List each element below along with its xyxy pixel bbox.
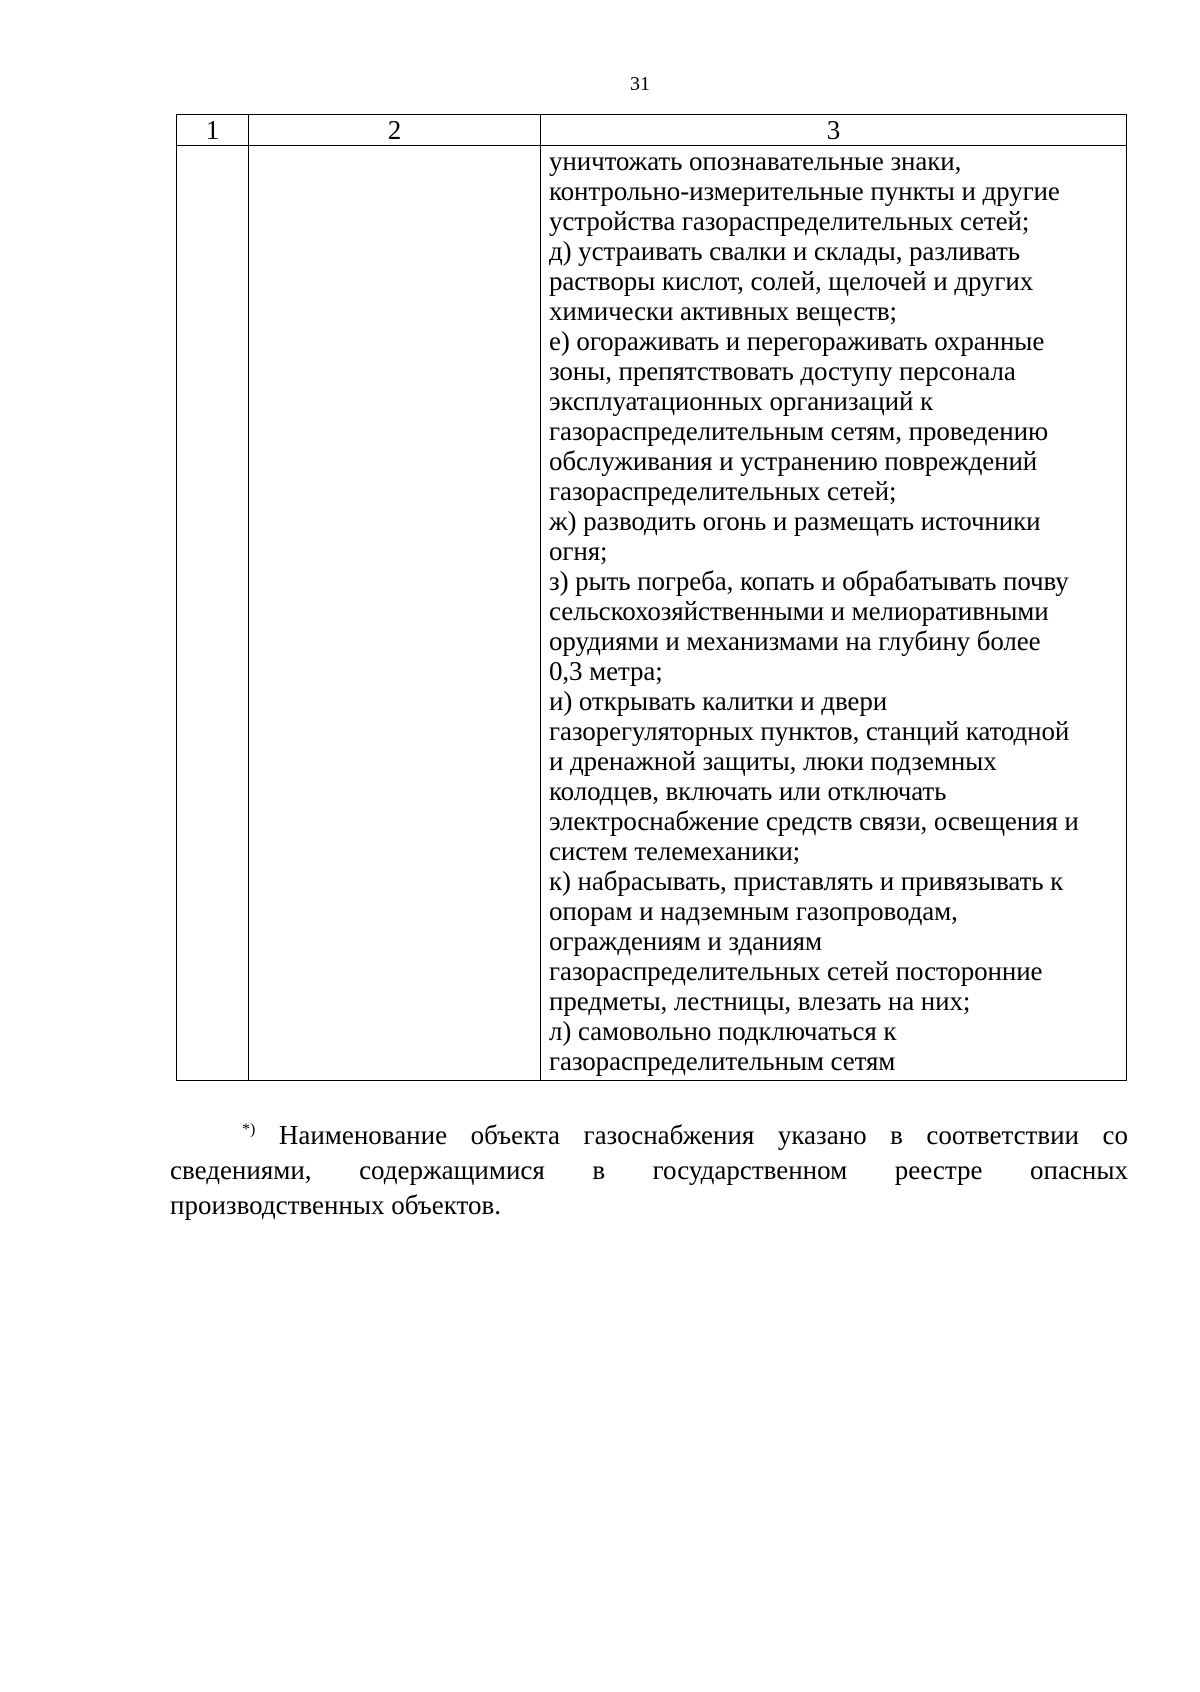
column-header-1: 1 <box>177 115 249 146</box>
text-line: сельскохозяйственными и мелиоративными <box>549 596 1049 626</box>
text-line: устройства газораспределительных сетей; <box>549 206 1030 236</box>
text-line: газораспределительных сетей посторонние <box>549 956 1043 986</box>
text-line: систем телемеханики; <box>549 836 801 866</box>
text-line: огня; <box>549 536 608 566</box>
text-line: орудиями и механизмами на глубину более <box>549 626 1041 656</box>
footnote-text: Наименование объекта газоснабжения указано в соответствии со сведениями, содержащимися в государственном реестре опасных производственных объектов. <box>170 1120 1129 1220</box>
text-line: электроснабжение средств связи, освещения и <box>549 806 1079 836</box>
text-line: 0,3 метра; <box>549 656 663 686</box>
text-line: ж) разводить огонь и размещать источники <box>549 506 1041 536</box>
text-line: опорам и надземным газопроводам, <box>549 896 958 926</box>
text-line: предметы, лестницы, влезать на них; <box>549 986 971 1016</box>
table-cell-col1 <box>177 146 249 1081</box>
text-line: з) рыть погреба, копать и обрабатывать почву <box>549 566 1069 596</box>
table-cell-col3 <box>541 146 1127 1081</box>
table-cell-col2 <box>249 146 541 1081</box>
text-line: к) набрасывать, приставлять и привязывать к <box>549 866 1064 896</box>
text-line: контрольно-измерительные пункты и другие <box>549 176 1060 206</box>
text-line: ограждениям и зданиям <box>549 926 822 956</box>
text-line: зоны, препятствовать доступу персонала <box>549 356 1016 386</box>
text-line: химически активных веществ; <box>549 296 897 326</box>
column-header-2: 2 <box>249 115 541 146</box>
footnote <box>170 1118 1128 1223</box>
column-header-3: 3 <box>541 115 1127 146</box>
text-line: газорегуляторных пунктов, станций катодной <box>549 716 1070 746</box>
text-line: и) открывать калитки и двери <box>549 686 888 716</box>
text-line: газораспределительным сетям, проведению <box>549 416 1049 446</box>
text-line: д) устраивать свалки и склады, разливать <box>549 236 1020 266</box>
page-number: 31 <box>630 73 650 95</box>
text-line: уничтожать опознавательные знаки, <box>549 146 962 176</box>
text-line: эксплуатационных организаций к <box>549 386 933 416</box>
text-line: обслуживания и устранению повреждений <box>549 446 1038 476</box>
text-line: колодцев, включать или отключать <box>549 776 947 806</box>
table-row <box>177 146 1127 1081</box>
text-line: е) огораживать и перегораживать охранные <box>549 326 1045 356</box>
footnote-marker: *) <box>242 1121 256 1138</box>
text-line: л) самовольно подключаться к <box>549 1016 897 1046</box>
footnote-paragraph <box>170 1118 1128 1223</box>
prohibitions-text <box>541 146 1126 1080</box>
text-line: газораспределительных сетей; <box>549 476 897 506</box>
requirements-table <box>176 114 1127 1081</box>
table-header-row <box>177 115 1127 146</box>
text-line: и дренажной защиты, люки подземных <box>549 746 997 776</box>
text-line: растворы кислот, солей, щелочей и других <box>549 266 1034 296</box>
text-line: газораспределительным сетям <box>549 1046 896 1076</box>
